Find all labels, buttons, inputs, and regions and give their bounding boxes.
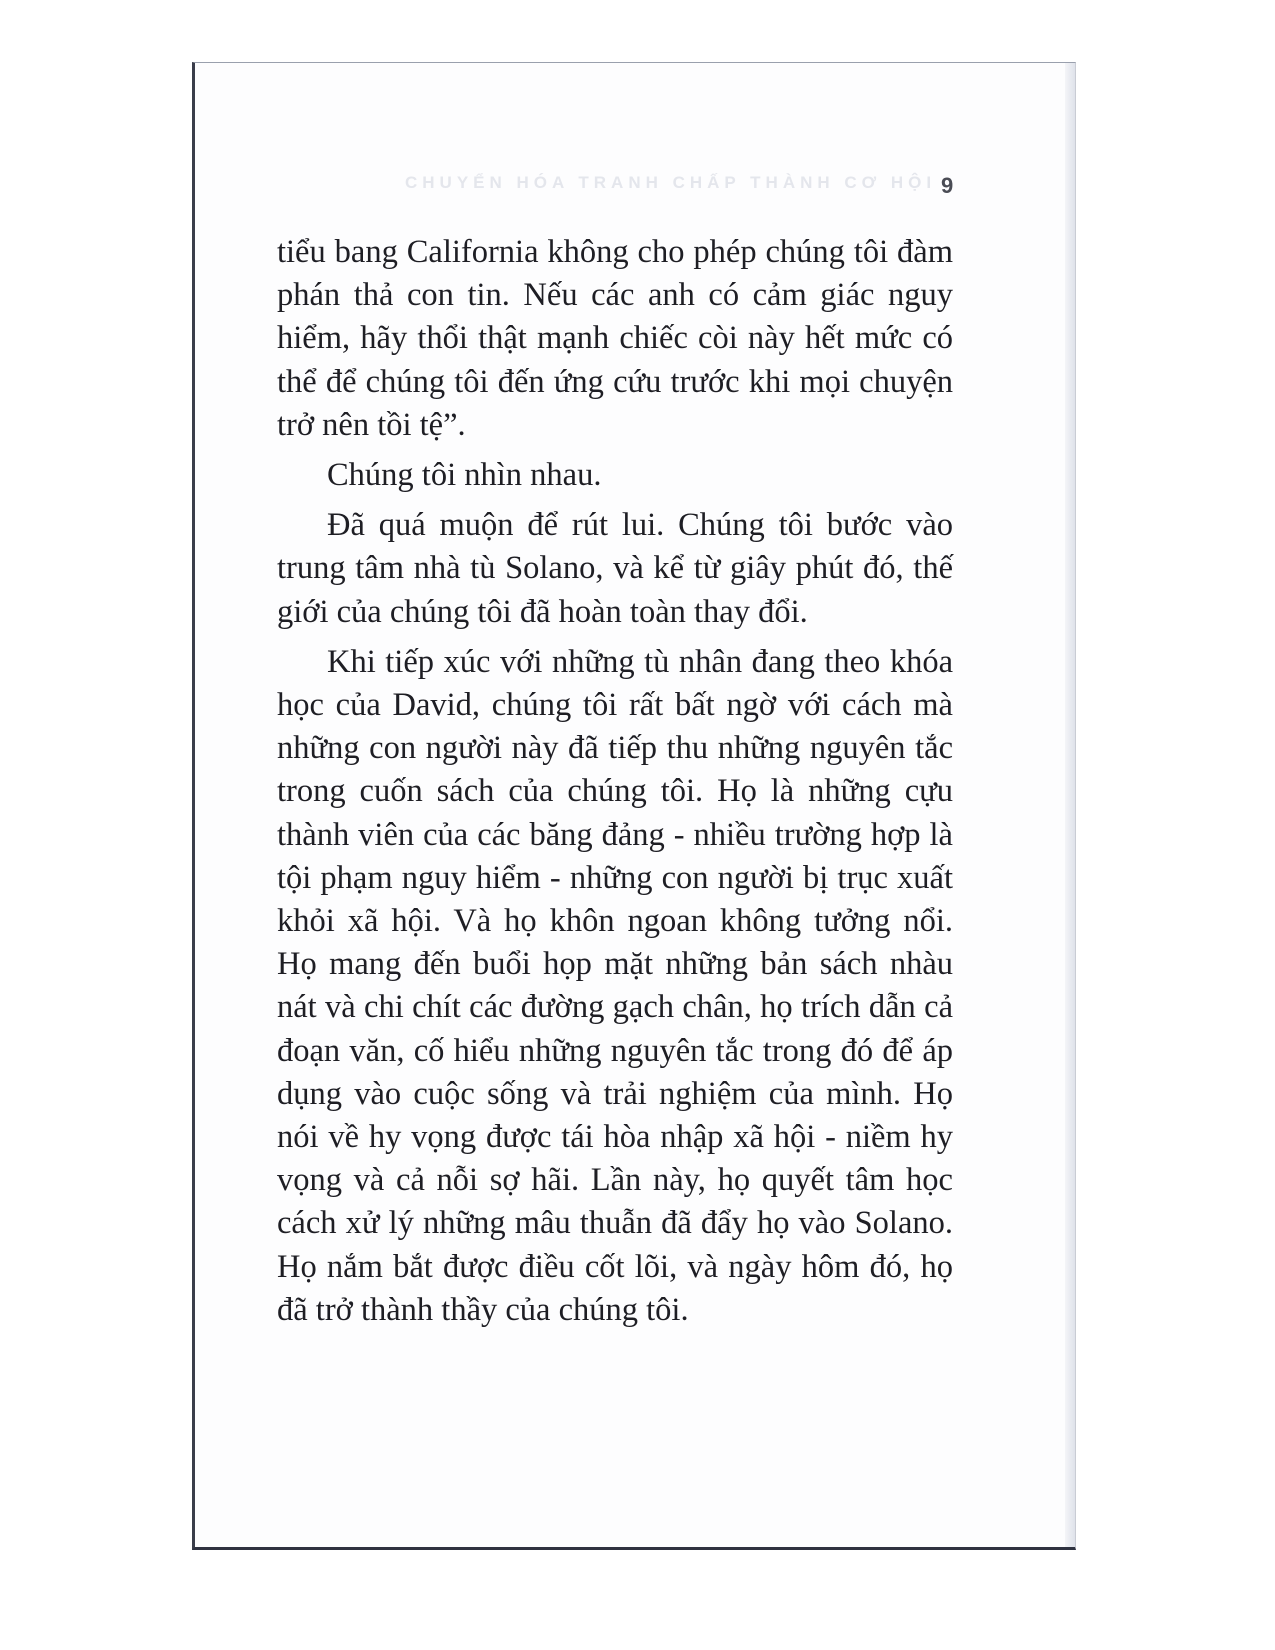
paragraph-continued: tiểu bang California không cho phép chúng tôi đàm phán thả con tin. Nếu các anh có cảm giác nguy hiểm, hãy thổi thật mạnh chiếc còi này hết mức có thể để chúng tôi đến ứng cứu trước khi mọi chuyện trở nên tồi tệ”. (277, 234, 953, 443)
paragraph: Đã quá muộn để rút lui. Chúng tôi bước vào trung tâm nhà tù Solano, và kể từ giây phút đó, thế giới của chúng tôi đã hoàn toàn thay đổi. (277, 507, 953, 630)
page-edge-shadow (1065, 63, 1075, 1547)
paragraph: Khi tiếp xúc với những tù nhân đang theo khóa học của David, chúng tôi rất bất ngờ với cách mà những con người này đã tiếp thu những nguyên tắc trong cuốn sách của chúng tôi. Họ là những cựu thành viên của các băng đảng - nhiều trường hợp là tội phạm nguy hiểm - những con người bị trục xuất khỏi xã hội. Và họ khôn ngoan không tưởng nổi. Họ mang đến buổi họp mặt những bản sách nhàu nát và chi chít các đường gạch chân, họ trích dẫn cả đoạn văn, cố hiểu những nguyên tắc trong đó để áp dụng vào cuộc sống và trải nghiệm của mình. Họ nói về hy vọng được tái hòa nhập xã hội - niềm hy vọng và cả nỗi sợ hãi. Lần này, họ quyết tâm học cách xử lý những mâu thuẫn đã đẩy họ vào Solano. Họ nắm bắt được điều cốt lõi, và ngày hôm đó, họ đã trở thành thầy của chúng tôi. (277, 643, 953, 1328)
paragraph: Chúng tôi nhìn nhau. (327, 457, 602, 494)
body-text (277, 231, 953, 1332)
running-header: CHUYỂN HÓA TRANH CHẤP THÀNH CƠ HỘI (405, 173, 937, 192)
book-page (192, 62, 1076, 1550)
page-number: 9 (941, 173, 954, 198)
